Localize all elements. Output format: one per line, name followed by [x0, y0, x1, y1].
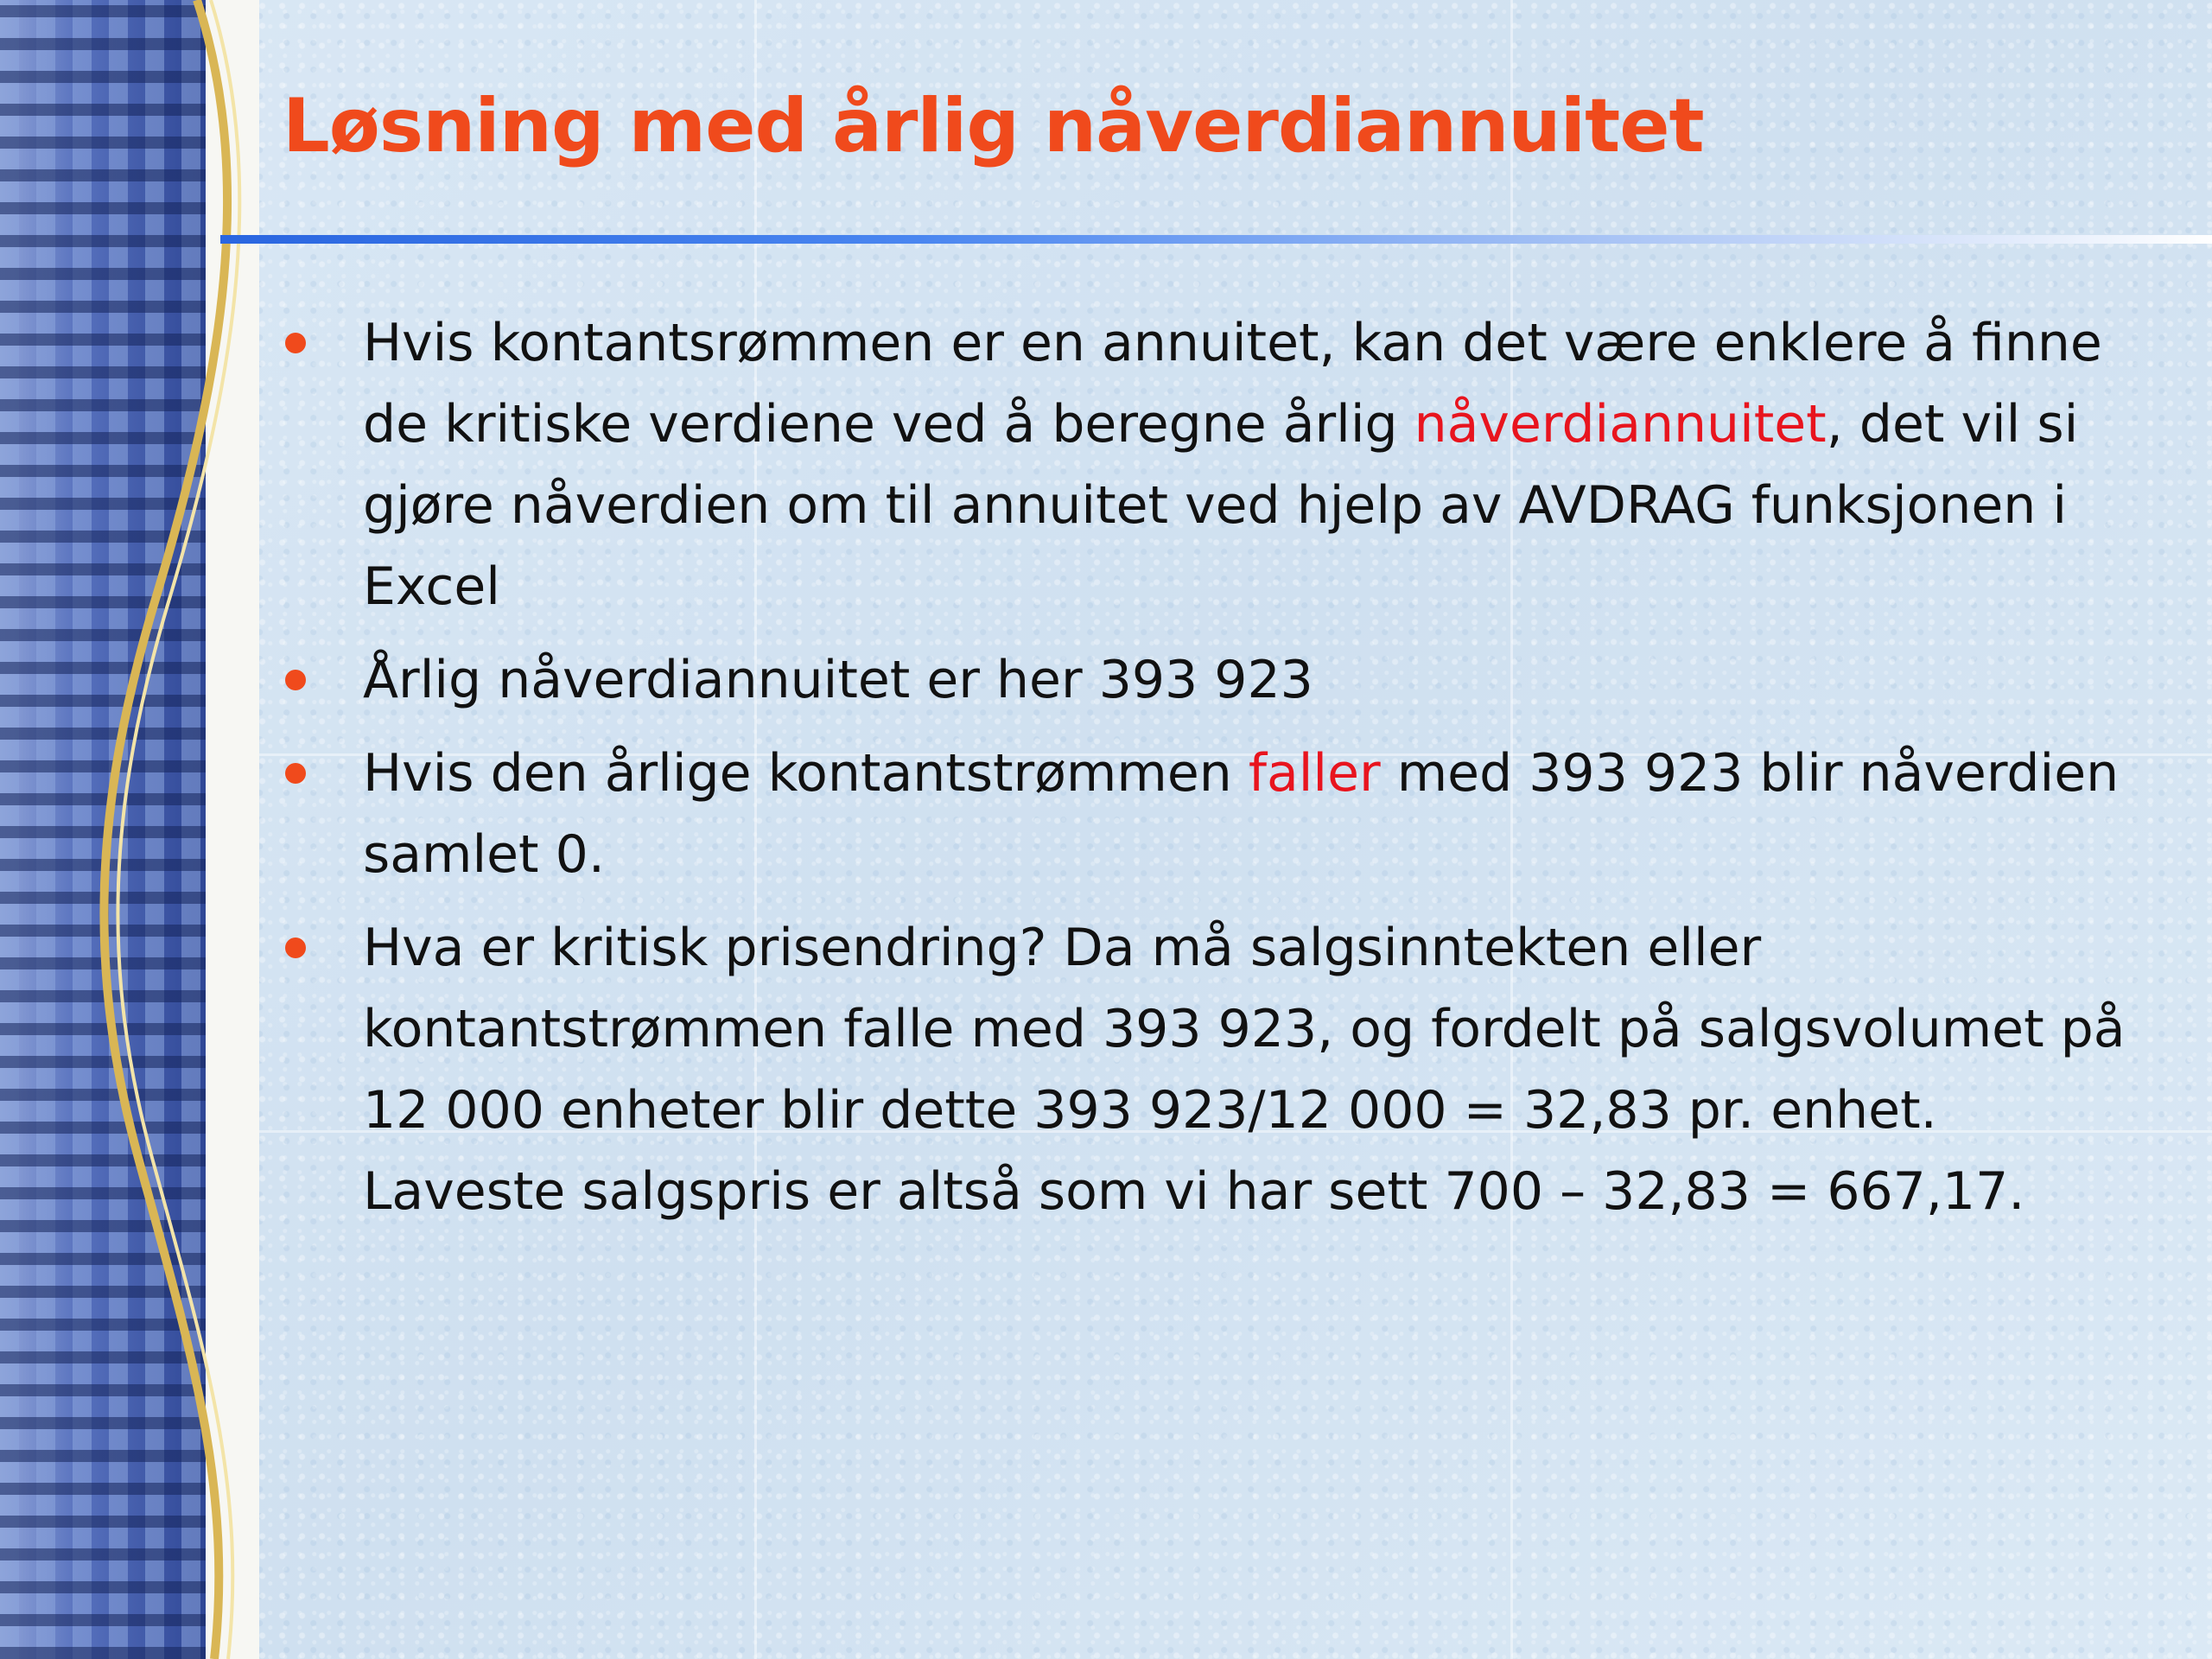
highlighted-term: faller [1248, 743, 1381, 804]
bullet-item [278, 639, 2145, 721]
bullet-dot-icon [285, 938, 306, 958]
decorative-wave [0, 0, 259, 1659]
bullet-text: med 393 923 blir nåverdien samlet 0. [363, 743, 2120, 885]
bullet-text: , det vil si gjøre nåverdien om til annuitet ved hjelp av AVDRAG funksjonen i Excel [363, 394, 2079, 617]
bullet-text: Hvis den årlige kontantstrømmen [363, 743, 1249, 804]
bullet-item [278, 302, 2145, 627]
bullet-text: Hvis kontantsrømmen er en annuitet, kan det være enklere å finne de kritiske verdiene ved å beregne årlig [363, 313, 2102, 454]
bullet-dot-icon [285, 333, 306, 353]
bullet-item [278, 907, 2145, 1232]
bullet-dot-icon [285, 670, 306, 690]
bullet-dot-icon [285, 763, 306, 784]
highlighted-term: nåverdiannuitet [1414, 394, 1827, 454]
bullet-list [278, 302, 2145, 1244]
slide-title: Løsning med årlig nåverdiannuitet [283, 83, 1704, 169]
bullet-text: Årlig nåverdiannuitet er her 393 923 [363, 650, 1313, 710]
bullet-text: Hva er kritisk prisendring? Da må salgsinntekten eller kontantstrømmen falle med 393 923, og fordelt på salgsvolumet på 12 000 enheter blir dette 393 923/12 000 = 32,83 pr. enhet. Laveste salgspris er altså som vi har sett 700 – 32,83 = 667,17. [363, 918, 2126, 1222]
title-underline [220, 235, 2212, 244]
bullet-item [278, 733, 2145, 895]
